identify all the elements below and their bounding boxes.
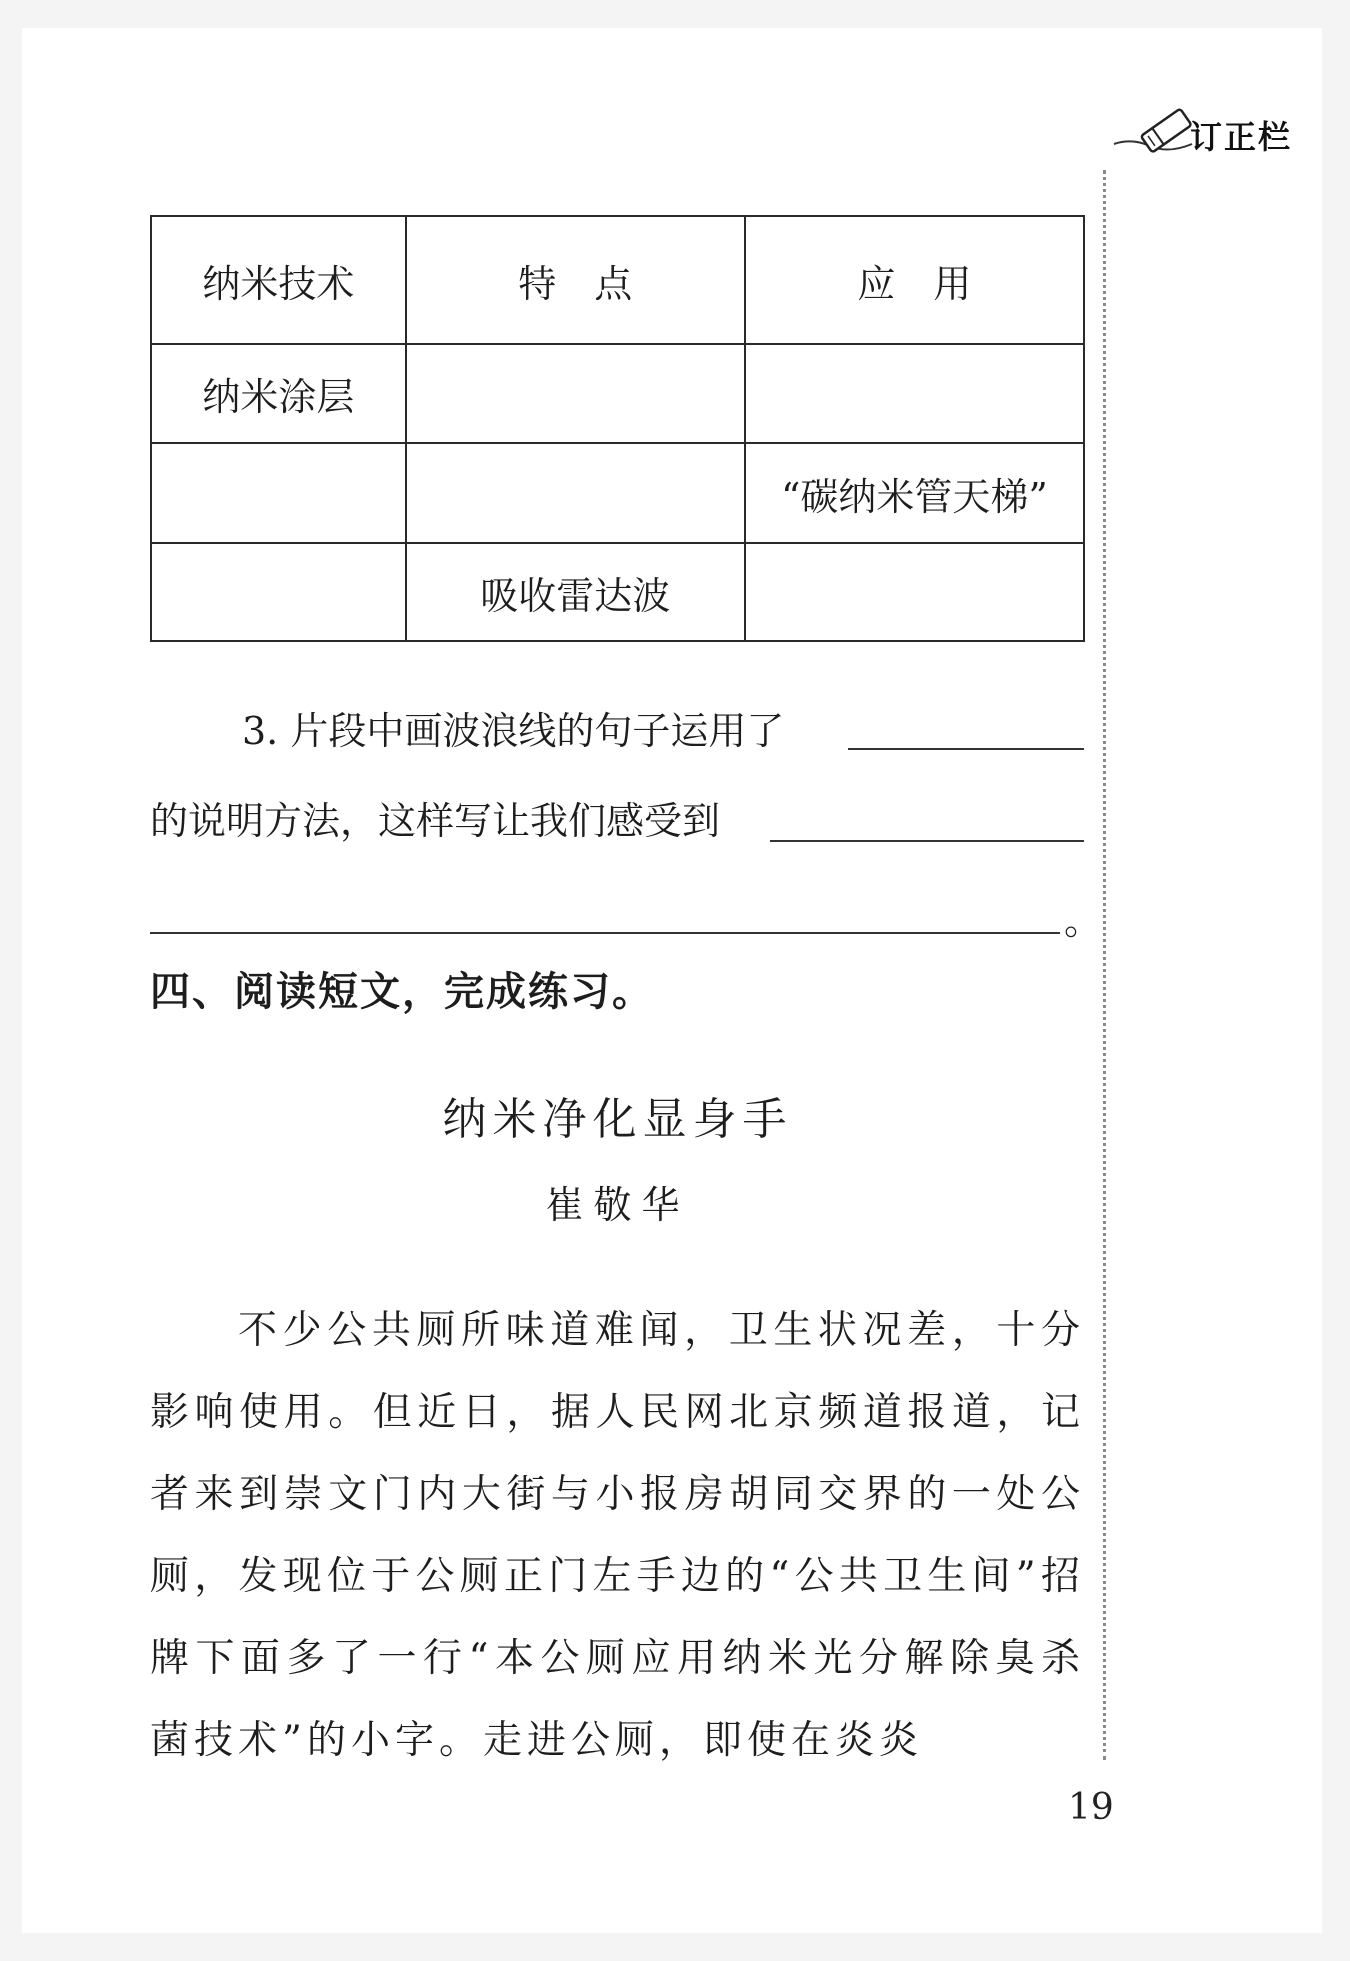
question-3-line-2: 的说明方法，这样写让我们感受到 xyxy=(150,799,721,843)
question-3-end-mark: 。 xyxy=(1064,899,1103,943)
answer-cell[interactable] xyxy=(151,443,406,543)
answer-cell[interactable] xyxy=(745,543,1084,641)
section-4-heading: 四、阅读短文，完成练习。 xyxy=(150,969,654,1015)
answer-cell[interactable] xyxy=(151,543,406,641)
header-cell-features: 特 点 xyxy=(406,216,745,344)
table-cell: 纳米涂层 xyxy=(151,344,406,443)
table-cell: 吸收雷达波 xyxy=(406,543,745,641)
table-row xyxy=(151,543,1084,641)
table-cell: “碳纳米管天梯” xyxy=(745,443,1084,543)
table-header-row xyxy=(151,216,1084,344)
article-title: 纳米净化显身手 xyxy=(442,1094,793,1145)
answer-blank-method[interactable] xyxy=(848,748,1084,750)
table-row xyxy=(151,443,1084,543)
answer-cell[interactable] xyxy=(406,443,745,543)
page-number: 19 xyxy=(1068,1787,1114,1828)
correction-column-header xyxy=(1112,100,1327,160)
nano-technology-table xyxy=(150,215,1085,642)
header-cell-applications: 应 用 xyxy=(745,216,1084,344)
pencil-eraser-icon xyxy=(1112,100,1202,160)
answer-blank-feeling-continued[interactable] xyxy=(150,932,1060,934)
answer-blank-feeling[interactable] xyxy=(770,840,1084,842)
correction-column-divider xyxy=(1103,170,1106,1760)
answer-cell[interactable] xyxy=(406,344,745,443)
article-paragraph: 不少公共厕所味道难闻，卫生状况差，十分影响使用。但近日，据人民网北京频道报道，记者来到崇文门内大街与小报房胡同交界的一处公厕，发现位于公厕正门左手边的“公共卫生间”招牌下面多了一行“本公厕应用纳米光分解除臭杀菌技术”的小字。走进公厕，即使在炎炎 xyxy=(150,1308,1085,1763)
header-cell-technology: 纳米技术 xyxy=(151,216,406,344)
article-author: 崔敬华 xyxy=(545,1183,690,1227)
table-row xyxy=(151,344,1084,443)
question-3-line-1: 3. 片段中画波浪线的句子运用了 xyxy=(242,709,785,753)
correction-column-label: 订正栏 xyxy=(1190,118,1293,156)
answer-cell[interactable] xyxy=(745,344,1084,443)
